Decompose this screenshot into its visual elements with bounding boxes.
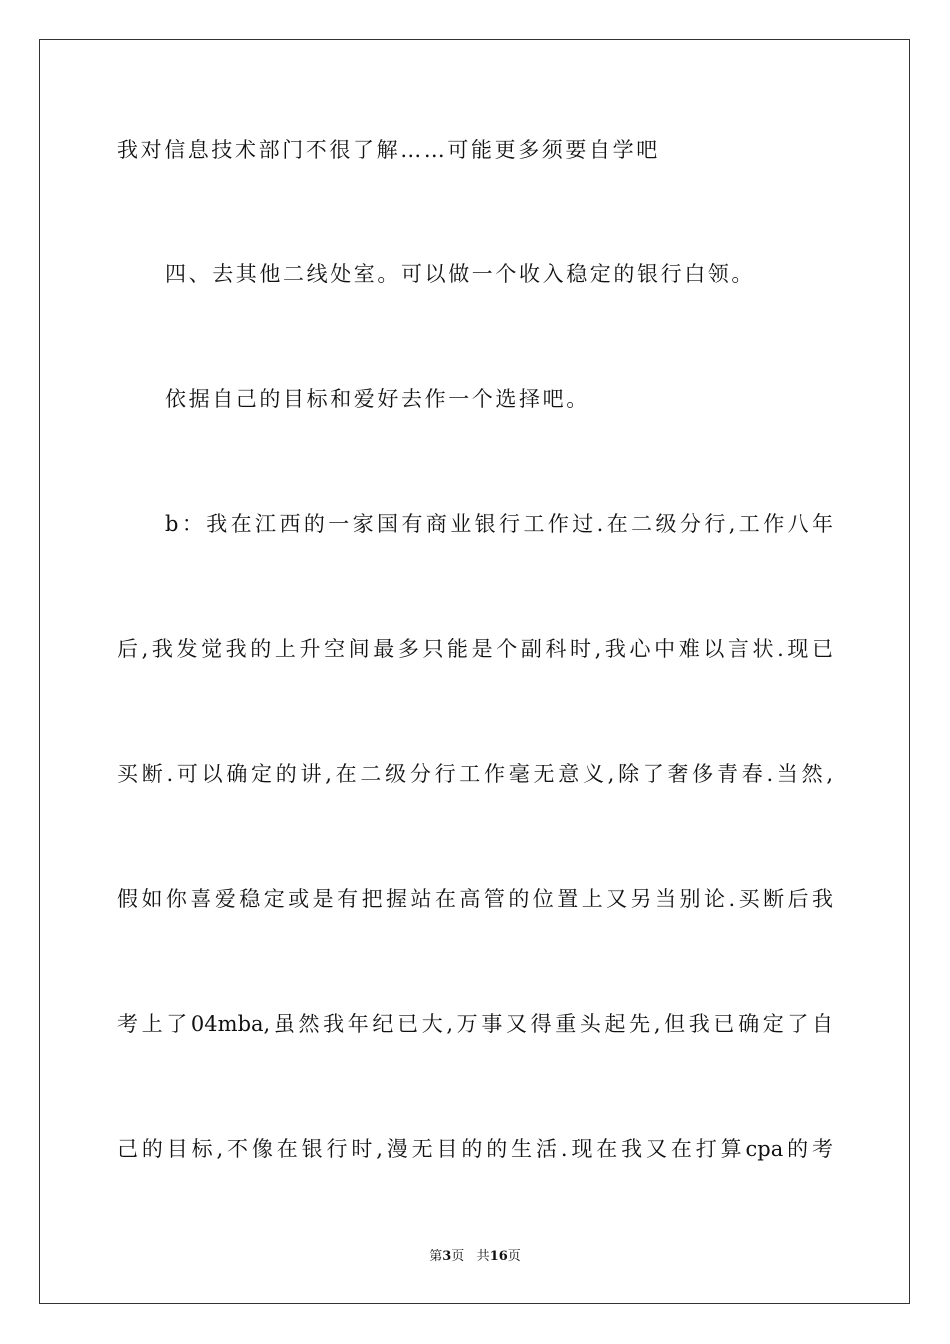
text-line: 依据自己的目标和爱好去作一个选择吧。 (165, 387, 590, 411)
text-line: b：我在江西的一家国有商业银行工作过.在二级分行,工作八年 (165, 512, 833, 536)
text-line: 后,我发觉我的上升空间最多只能是个副科时,我心中难以言状.现已 (117, 637, 833, 661)
text-line: 买断.可以确定的讲,在二级分行工作毫无意义,除了奢侈青春.当然, (117, 762, 833, 786)
total-prefix: 共 (476, 1249, 490, 1264)
total-suffix: 页 (507, 1249, 521, 1264)
total-pages: 16 (489, 1249, 508, 1264)
text-line: 考上了04mba,虽然我年纪已大,万事又得重头起先,但我已确定了自 (117, 1012, 833, 1036)
text-line: 己的目标,不像在银行时,漫无目的的生活.现在我又在打算cpa的考 (117, 1137, 833, 1161)
page-border (39, 39, 910, 1304)
text-line: 假如你喜爱稳定或是有把握站在高管的位置上又另当别论.买断后我 (117, 887, 833, 911)
page-footer (0, 1250, 950, 1263)
text-line: 四、去其他二线处室。可以做一个收入稳定的银行白领。 (165, 262, 755, 286)
text-line: 我对信息技术部门不很了解……可能更多须要自学吧 (117, 138, 660, 162)
page-number: 3 (442, 1249, 452, 1264)
page-prefix: 第 (429, 1249, 443, 1264)
page-suffix: 页 (451, 1249, 465, 1264)
